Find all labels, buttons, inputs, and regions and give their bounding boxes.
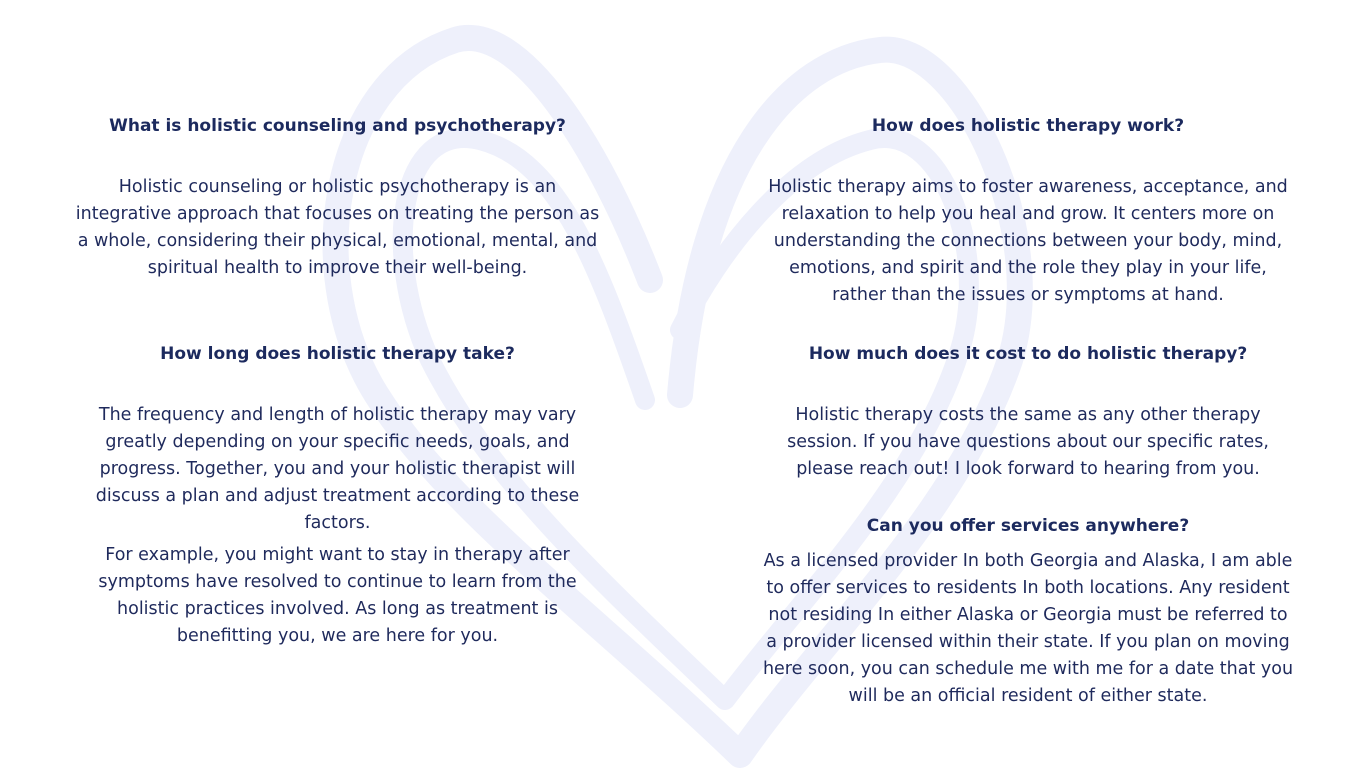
faq-answer-how-long: The frequency and length of holistic therapy may vary greatly depending on your specific needs, goals, and progress. Together, you and your holistic therapist will discuss a plan and adjust treatment according to these factors. — [95, 405, 580, 533]
faq-title-how-long: How long does holistic therapy take? — [160, 344, 515, 364]
faq-title-what-is-holistic-counseling: What is holistic counseling and psychotherapy? — [109, 116, 566, 136]
faq-title-how-does-it-work: How does holistic therapy work? — [871, 116, 1185, 136]
faq-answer-cost: Holistic therapy costs the same as any other therapy session. If you have questions about our specific rates, please reach out! I look forward to hearing from you. — [787, 405, 1269, 479]
faq-title-cost: How much does it cost to do holistic therapy? — [808, 344, 1248, 364]
faq-title-services-anywhere: Can you offer services anywhere? — [866, 516, 1190, 536]
faq-answer-services-anywhere: As a licensed provider In both Georgia and Alaska, I am able to offer services to residents In both locations. Any resident not residing In either Alaska or Georgia must be referred to a provider licensed within their state. If you plan on moving here soon, you can schedule me with me for a date that you will be an official resident of either state. — [762, 551, 1294, 706]
faq-answer-how-long-example: For example, you might want to stay in therapy after symptoms have resolved to continue to learn from the holistic practices involved. As long as treatment is benefitting you, we are here for you. — [98, 545, 577, 646]
faq-answer-how-does-it-work: Holistic therapy aims to foster awareness, acceptance, and relaxation to help you heal and grow. It centers more on understanding the connections between your body, mind, emotions, and spirit and the role they play in your life, rather than the issues or symptoms at hand. — [768, 177, 1288, 305]
faq-answer-what-is-holistic-counseling: Holistic counseling or holistic psychotherapy is an integrative approach that focuses on treating the person as a whole, considering their physical, emotional, mental, and spiritual health to improve their well-being. — [75, 177, 600, 278]
